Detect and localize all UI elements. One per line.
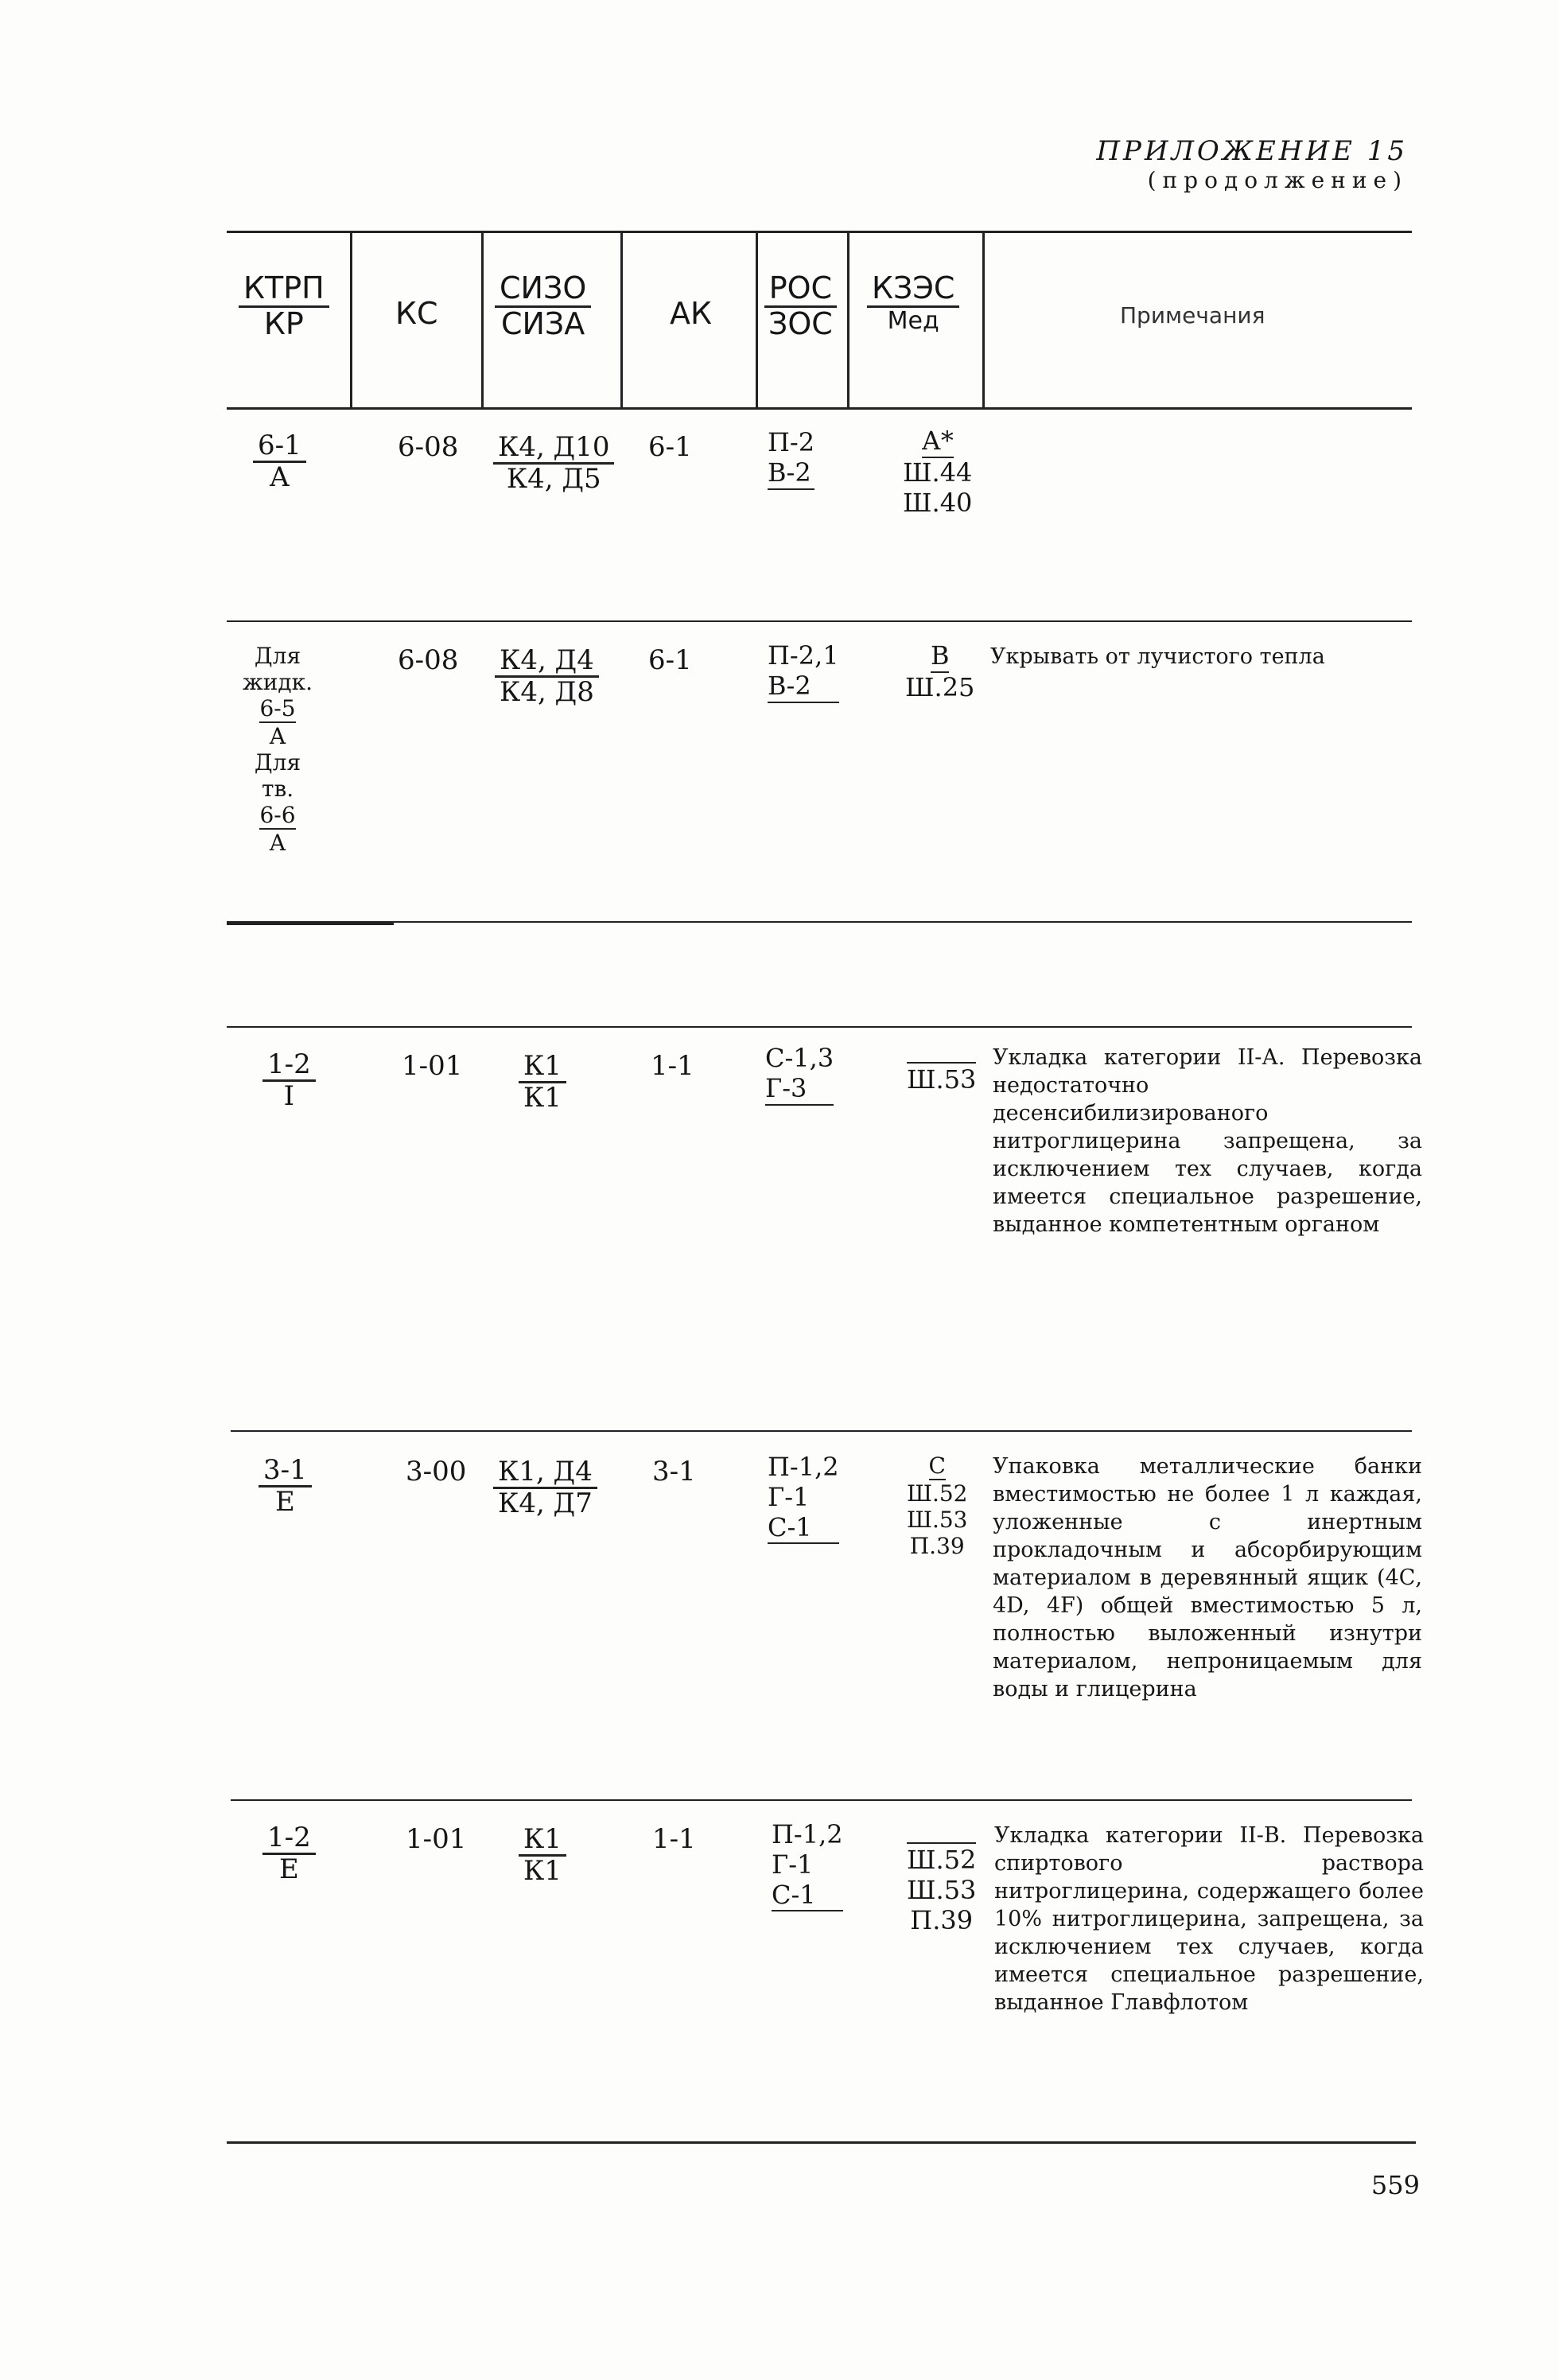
appendix-subtitle: (продолжение): [1147, 167, 1408, 193]
row-separator: [394, 921, 1412, 923]
page-number: 559: [1370, 2170, 1420, 2200]
row-separator: [231, 1430, 1412, 1432]
row5-ros: П-1,2 Г-1 С-1: [772, 1820, 843, 1911]
row4-sizo: $\frac{К1, Д4}{К4, Д7}$: [493, 1456, 597, 1519]
row3-ks: 1-01: [402, 1050, 463, 1082]
col-divider: [620, 232, 623, 407]
col-divider: [982, 232, 985, 407]
appendix-title: ПРИЛОЖЕНИЕ 15: [1096, 135, 1408, 167]
row-separator: [227, 921, 394, 925]
row-separator: [231, 1799, 1412, 1801]
row4-note: Упаковка металлические банки вместимостью не более 1 л каждая, уложенные с инертным прокладочным и абсорбирующим материалом в деревянный ящик (4С, 4D, 4F) общей вместимостью 5 л, полностью выложенный изнутри материалом, непроницаемым для воды и глицерина: [993, 1454, 1422, 1701]
col-divider: [756, 232, 758, 407]
row4-ak: 3-1: [652, 1456, 696, 1488]
row4-ktrp: $\frac{3-1}{Е}$: [259, 1454, 312, 1518]
row2-ak: 6-1: [648, 644, 692, 676]
row1-ak: 6-1: [648, 431, 692, 463]
row-separator: [227, 620, 1412, 622]
row2-ros: П-2,1 В-2: [768, 641, 839, 703]
row1-sizo: $\frac{К4, Д10}{К4, Д5}$: [493, 431, 614, 495]
col-head-sizo-siza: $\frac{\text{СИЗО}}{\text{СИЗА}}$: [495, 270, 591, 341]
row5-note: Укладка категории II-В. Перевозка спиртового раствора нитроглицерина, содержащего более 10% нитроглицерина, запрещена, за исключением тех случаев, когда имеется специальное разрешение, выданное Главфлотом: [994, 1823, 1424, 2015]
row3-sizo: $\frac{К1}{К1}$: [519, 1050, 566, 1114]
col-head-ks: КС: [395, 296, 438, 331]
col-head-ak: АК: [670, 296, 712, 331]
row1-ks: 6-08: [398, 431, 459, 463]
col-head-kzes-med: $\frac{\text{КЗЭС}}{\text{Мед}}$: [867, 270, 959, 334]
row4-kzes: С Ш.52 Ш.53 П.39: [907, 1452, 968, 1560]
row-separator: [227, 1026, 1412, 1028]
row2-ktrp: Для жидк. 6-5 А Для тв. 6-6 А: [243, 643, 313, 857]
row2-kzes: В Ш.25: [905, 640, 975, 702]
row5-kzes: Ш.52 Ш.53 П.39: [907, 1842, 976, 1935]
row1-ros: П-2 В-2: [768, 428, 814, 490]
row3-note: Укладка категории II-А. Перевозка недостаточно десенсибилизированого нитроглицерина запрещена, за исключением тех случаев, когда имеется специальное разрешение, выданное компетентным органом: [993, 1045, 1422, 1237]
row1-kzes: А* Ш.44 Ш.40: [903, 426, 973, 518]
row1-ktrp: $\frac{6-1}{А}$: [253, 430, 306, 493]
col-head-ros-zos: $\frac{\text{РОС}}{\text{ЗОС}}$: [764, 270, 838, 341]
row5-sizo: $\frac{К1}{К1}$: [519, 1823, 566, 1887]
row2-ks: 6-08: [398, 644, 459, 676]
row4-ros: П-1,2 Г-1 С-1: [768, 1452, 839, 1544]
col-divider: [847, 232, 849, 407]
table-bottom-rule: [227, 2141, 1416, 2144]
row5-ak: 1-1: [652, 1823, 696, 1855]
col-head-notes: Примечания: [1120, 302, 1265, 329]
row3-kzes: Ш.53: [907, 1062, 976, 1095]
col-divider: [350, 232, 352, 407]
table-top-rule: [227, 231, 1412, 233]
col-head-ktrp-kr: $\frac{\text{КТРП}}{КР}$: [239, 270, 329, 341]
row3-ktrp: $\frac{1-2}{I}$: [262, 1048, 316, 1112]
col-divider: [481, 232, 484, 407]
row3-ak: 1-1: [651, 1050, 694, 1082]
row5-ks: 1-01: [406, 1823, 467, 1855]
row2-sizo: $\frac{К4, Д4}{К4, Д8}$: [495, 644, 599, 708]
row2-note: Укрывать от лучистого тепла: [990, 644, 1325, 669]
row3-ros: С-1,3 Г-3: [765, 1044, 834, 1106]
row5-ktrp: $\frac{1-2}{Е}$: [262, 1822, 316, 1885]
table-head-bottom-rule: [227, 407, 1412, 410]
row4-ks: 3-00: [406, 1456, 467, 1488]
